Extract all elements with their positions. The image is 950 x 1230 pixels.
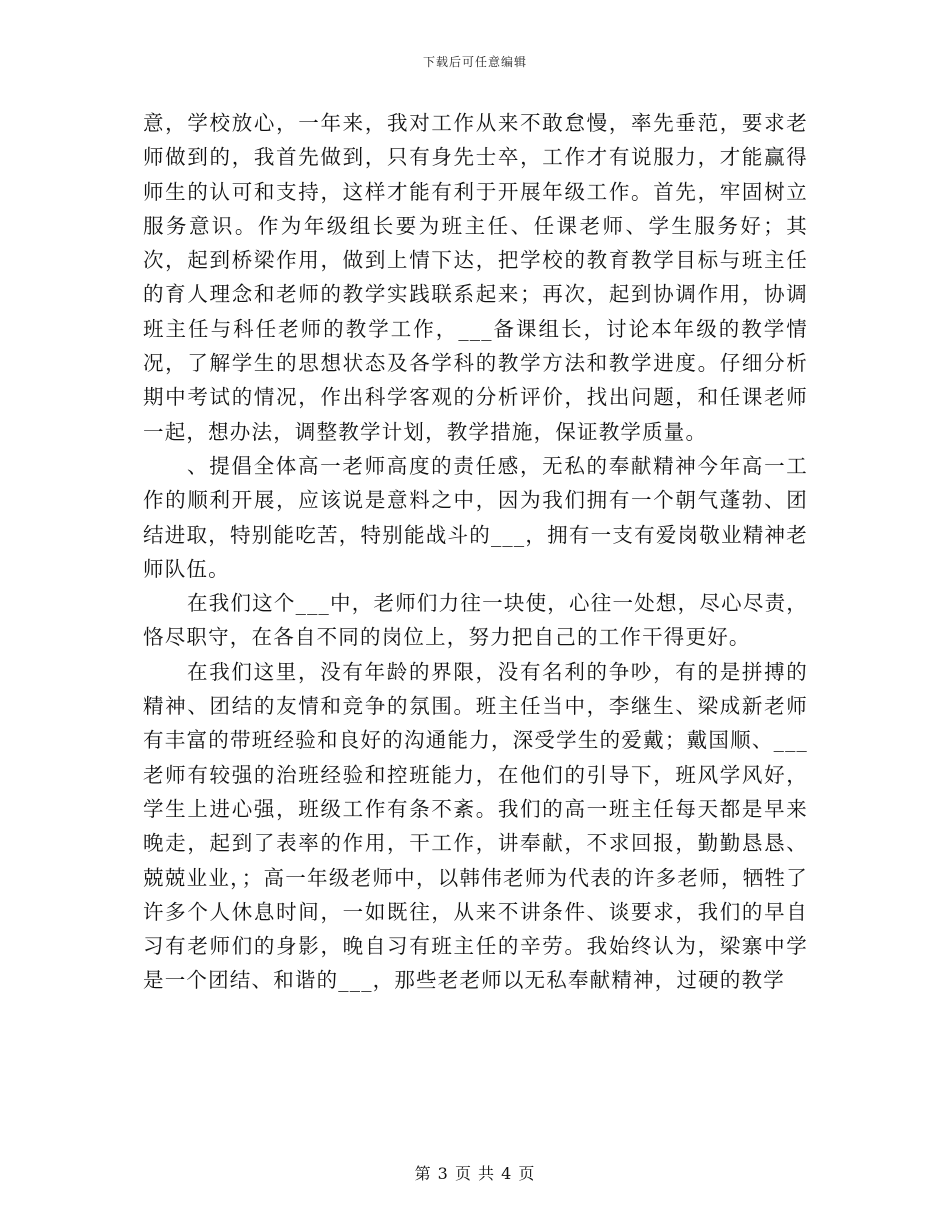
page-footer: 第 3 页 共 4 页: [414, 1164, 536, 1183]
page-header: 下载后可任意编辑: [422, 55, 527, 69]
paragraph-2: 、提倡全体高一老师高度的责任感，无私的奉献精神今年高一工作的顺利开展，应该说是意料之中，因为我们拥有一个朝气蓬勃、团结进取，特别能吃苦，特别能战斗的___，拥有一支有爱岗敬业精神老师队伍。: [143, 453, 808, 581]
paragraph-3: 在我们这个___中，老师们力往一块使，心往一处想，尽心尽责，恪尽职守，在各自不同的岗位上，努力把自己的工作干得更好。: [143, 591, 808, 650]
document-body: [143, 106, 808, 998]
paragraph-1: 意，学校放心，一年来，我对工作从来不敢怠慢，率先垂范，要求老师做到的，我首先做到，只有身先士卒，工作才有说服力，才能赢得师生的认可和支持，这样才能有利于开展年级工作。首先，牢固树立服务意识。作为年级组长要为班主任、任课老师、学生服务好；其次，起到桥梁作用，做到上情下达，把学校的教育教学目标与班主任的育人理念和老师的教学实践联系起来；再次，起到协调作用，协调班主任与科任老师的教学工作，___备课组长，讨论本年级的教学情况，了解学生的思想状态及各学科的教学方法和教学进度。仔细分析期中考试的情况，作出科学客观的分析评价，找出问题，和任课老师一起，想办法，调整教学计划，教学措施，保证教学质量。: [143, 111, 808, 444]
paragraph-4: 在我们这里，没有年龄的界限，没有名利的争吵，有的是拼搏的精神、团结的友情和竞争的氛围。班主任当中，李继生、梁成新老师有丰富的带班经验和良好的沟通能力，深受学生的爱戴；戴国顺、___老师有较强的治班经验和控班能力，在他们的引导下，班风学风好，学生上进心强，班级工作有条不紊。我们的高一班主任每天都是早来晚走，起到了表率的作用，干工作，讲奉献，不求回报，勤勤恳恳、兢兢业业，；高一年级老师中，以韩伟老师为代表的许多老师，牺牲了许多个人休息时间，一如既往，从来不讲条件、谈要求，我们的早自习有老师们的身影，晚自习有班主任的辛劳。我始终认为，梁寨中学是一个团结、和谐的___，那些老老师以无私奉献精神，过硬的教学: [143, 659, 808, 993]
